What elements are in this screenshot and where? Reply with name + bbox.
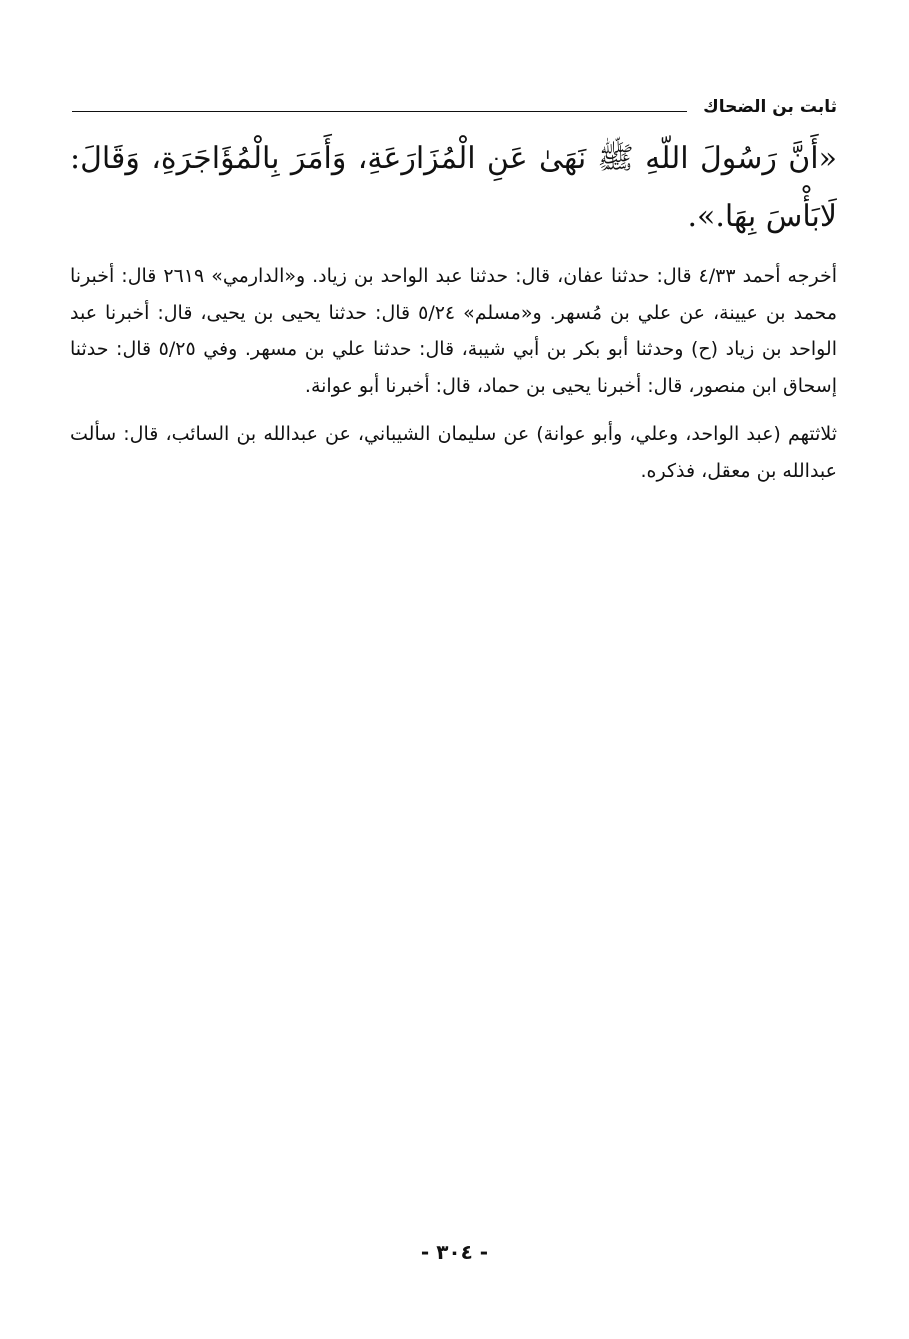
takhrij-paragraph-1: أخرجه أحمد ٤/٣٣ قال: حدثنا عفان، قال: حدثنا عبد الواحد بن زياد. و«الدارمي» ٢٦١٩ قال: أخبرنا محمد بن عيينة، عن علي بن مُسهر. و«مسلم» ٥/٢٤ قال: حدثنا يحيى بن يحيى، قال: أخبرنا عبد الواحد بن زياد (ح) وحدثنا أبو بكر بن أبي شيبة، قال: حدثنا علي بن مسهر. وفي ٥/٢٥ قال: حدثنا إسحاق ابن منصور، قال: أخبرنا يحيى بن حماد، قال: أخبرنا أبو عوانة. xyxy=(70,265,837,397)
takhrij-paragraph-2: ثلاثتهم (عبد الواحد، وعلي، وأبو عوانة) عن سليمان الشيباني، عن عبدالله بن السائب، قال: سألت عبدالله بن معقل، فذكره. xyxy=(70,423,837,482)
running-title: ثابت بن الضحاك xyxy=(697,96,837,118)
page-number: - ٣٠٤ - xyxy=(420,1240,489,1264)
takhrij-section xyxy=(70,258,837,489)
hadith-text: «أَنَّ رَسُولَ اللّهِ ﷺ نَهَىٰ عَنِ الْمُزَارَعَةِ، وَأَمَرَ بِالْمُؤَاجَرَةِ، وَقَالَ: لَابَأْسَ بِهَا.». xyxy=(70,141,837,234)
header-rule xyxy=(72,111,687,112)
running-header xyxy=(72,96,837,124)
